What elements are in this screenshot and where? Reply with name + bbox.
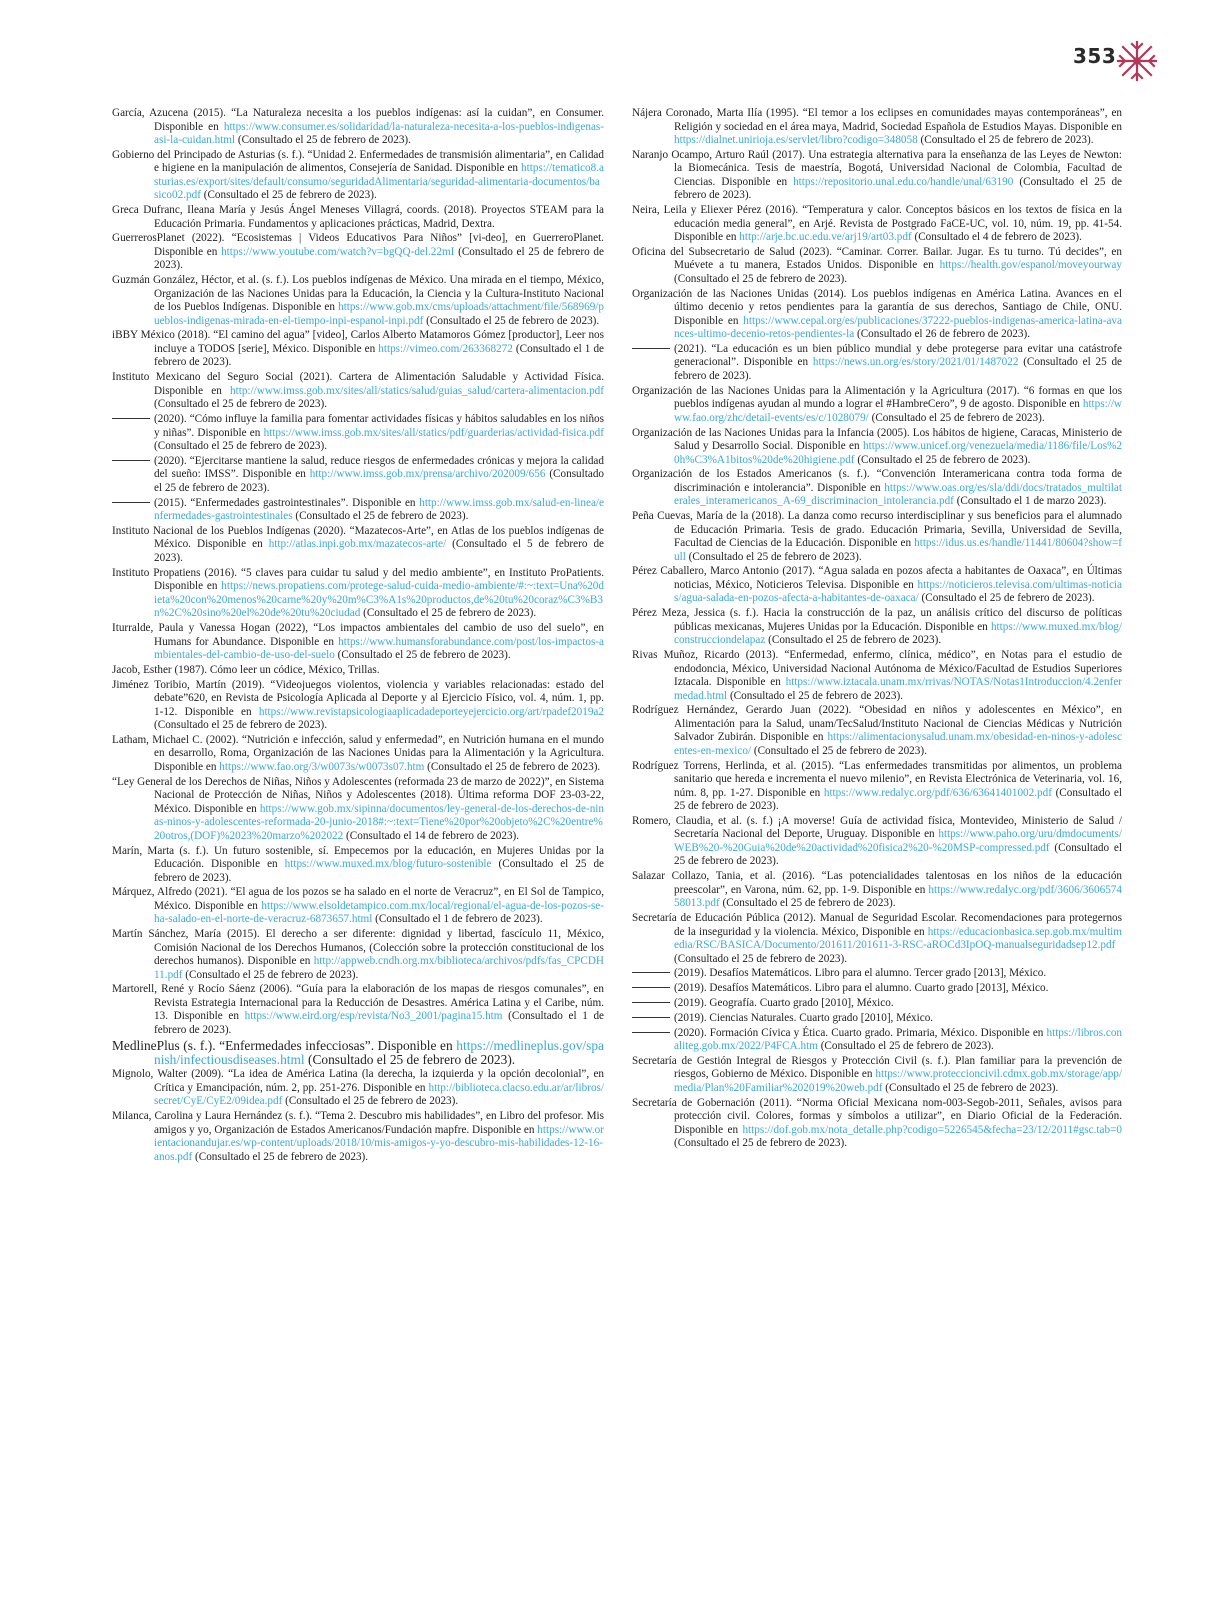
reference-link[interactable]: http://www.imss.gob.mx/sites/all/statics/salud/guias_salud/cartera-alimentacion.pdf xyxy=(230,384,604,397)
reference-link[interactable]: https://news.un.org/es/story/2021/01/1487022 xyxy=(812,356,1019,369)
reference-consulted-date: (Consultado el 25 de febrero de 2023). xyxy=(426,314,600,327)
repeat-author-dash xyxy=(112,418,150,419)
reference-entry xyxy=(632,1012,1122,1026)
reference-author: iBBY México (2018). xyxy=(112,329,211,342)
reference-entry xyxy=(632,912,1122,966)
reference-author: (2019). xyxy=(674,1011,707,1024)
reference-link[interactable]: https://www.cepal.org/es/publicaciones/37222-pueblos-indigenas-america-latina-avances-ultimo-decenio-retos-pendientes-la xyxy=(674,314,1122,341)
reference-author: Rodríguez Hernández, Gerardo Juan (2022). xyxy=(632,704,852,717)
reference-link[interactable]: https://www.proteccioncivil.cdmx.gob.mx/storage/app/media/Plan%20Familiar%202019%20web.pdf xyxy=(674,1068,1123,1094)
reference-link[interactable]: https://www.muxed.mx/blog/futuro-sostenible xyxy=(284,858,492,871)
reference-text: “Enfermedades infecciosas”. Disponible en xyxy=(219,1037,453,1053)
reference-entry xyxy=(632,982,1122,996)
reference-entry xyxy=(112,928,604,982)
reference-text: “La idea de América Latina (la derecha, la izquierda y la opción decolonial”, en Crítica y Emancipación, núm. 2, pp. 251-276. Disponible en xyxy=(154,1068,605,1094)
reference-entry xyxy=(112,149,604,203)
reference-consulted-date: (Consultado el 25 de febrero de 2023). xyxy=(154,719,328,732)
reference-text: “El camino del agua” [video], Carlos Alberto Matamoros Gómez [productor], Leer nos incluye a TODOS [serie], México. Disponible en xyxy=(154,329,605,355)
reference-link[interactable]: https://dialnet.unirioja.es/servlet/libro?codigo=348058 xyxy=(674,134,918,146)
reference-author: “Ley General de los Derechos de Niñas, Niños y Adolescentes (reformada 23 de marzo de 2022)”, xyxy=(112,775,553,788)
reference-author: (2015). xyxy=(154,496,187,509)
reference-text: Proyectos STEAM para la Educación Primaria. Fundamentos y aplicaciones prácticas, Madrid, Dextra. xyxy=(154,204,604,230)
reference-entry xyxy=(632,649,1122,703)
reference-text: Desafíos Matemáticos. Libro para el alumno. Tercer grado [2013], México. xyxy=(709,967,1047,980)
reference-link[interactable]: https://www.iztacala.unam.mx/rrivas/NOTAS/Notas1Introduccion/4.2enfermedad.html xyxy=(674,676,1123,702)
reference-link[interactable]: https://vimeo.com/263368272 xyxy=(378,342,513,355)
reference-entry xyxy=(112,1110,604,1164)
reference-text: “El temor a los eclipses en comunidades mayas contemporáneas”, en Religión y sociedad en el área maya, Madrid, Sociedad Española de Estudios Mayas. Disponible en xyxy=(674,107,1123,133)
reference-entry xyxy=(632,565,1122,606)
reference-entry xyxy=(112,1068,604,1109)
reference-entry xyxy=(112,525,604,566)
reference-author: Martorell, René y Rocío Sáenz (2006). xyxy=(112,983,293,996)
reference-author: Instituto Propatiens (2016). xyxy=(112,566,238,579)
reference-text: Una estrategia alternativa para la enseñanza de las Leyes de Newton: la Biomecánica. Tesis de maestría, Bogotá, Universidad Nacional de Colombia, Facultad de Ciencias. Disponible en xyxy=(674,148,1123,188)
reference-text: “6 formas en que los pueblos indígenas ayudan al mundo a lograr el #HambreCero”, 9 de agosto. Disponible en xyxy=(674,384,1123,411)
reference-link[interactable]: https://www.elsoldetampico.com.mx/local/regional/el-agua-de-los-pozos-se-ha-salado-en-el-norte-de-veracruz-6873657.html xyxy=(154,899,604,926)
reference-text: “La educación es un bien público mundial y debe protegerse para evitar una catástrofe generacional”. Disponible en xyxy=(674,342,1122,369)
reference-entry xyxy=(112,329,604,370)
reference-author: (2020). xyxy=(154,454,187,467)
reference-link[interactable]: https://medlineplus.gov/spanish/infectiousdiseases.html xyxy=(154,1037,604,1067)
reference-text: “Caminar. Correr. Bailar. Jugar. Es tu turno. Tú decides”, en Muévete a tu manera, Estados Unidos. Disponible en xyxy=(674,245,1122,272)
reference-entry xyxy=(632,1055,1122,1096)
reference-entry xyxy=(112,567,604,621)
reference-author: Rivas Muñoz, Ricardo (2013). xyxy=(632,649,779,662)
reference-author: Mignolo, Walter (2009). xyxy=(112,1068,224,1081)
reference-entry xyxy=(632,607,1122,648)
reference-author: Nájera Coronado, Marta Ilía (1995). xyxy=(632,107,799,119)
reference-consulted-date: (Consultado el 25 de febrero de 2023). xyxy=(195,1150,369,1163)
reference-text: “Unidad 2. Enfermedades de transmisión alimentaria”, en Calidad e higiene en la manipulación de alimentos, Consejería de Sanidad. Disponible en xyxy=(154,148,604,175)
reference-author: Iturralde, Paula y Vanessa Hogan (2022), xyxy=(112,622,309,635)
reference-consulted-date: (Consultado el 25 de febrero de 2023). xyxy=(857,453,1031,466)
reference-consulted-date: (Consultado el 25 de febrero de 2023). xyxy=(674,786,1122,813)
reference-text: “Cómo influye la familia para fomentar actividades físicas y hábitos saludables en los niños y niñas”. Disponible en xyxy=(154,413,605,439)
reference-author: Oficina del Subsecretario de Salud (2023). xyxy=(632,245,833,258)
reference-text: en Sistema Nacional de Protección de Niñas, Niños y Adolescentes (2018). Última reforma DOF 23-03-22, México. Disponible en xyxy=(154,775,604,815)
reference-link[interactable]: https://www.oas.org/es/sla/ddi/docs/tratados_multilaterales_interamericanos_A-69_discriminacion_intolerancia.pdf xyxy=(674,481,1122,508)
reference-consulted-date: (Consultado el 25 de febrero de 2023). xyxy=(154,245,604,272)
reference-link[interactable]: https://health.gov/espanol/moveyourway xyxy=(939,259,1122,272)
repeat-author-dash xyxy=(112,502,150,503)
reference-entry xyxy=(112,497,604,524)
reference-text: “Agua salada en pozos afecta a habitantes de Oaxaca”, en Últimas noticias, México, Noticieros Televisa. Disponible en xyxy=(674,565,1122,591)
reference-text: Geografía. Cuarto grado [2010], México. xyxy=(709,996,894,1009)
reference-author: Organización de las Naciones Unidas para la Infancia (2005). xyxy=(632,426,910,439)
reference-link[interactable]: https://libros.conaliteg.gob.mx/2022/P4FCA.htm xyxy=(674,1026,1123,1053)
reference-entry xyxy=(632,967,1122,981)
reference-entry xyxy=(112,371,604,412)
repeat-author-dash xyxy=(632,1002,670,1003)
reference-entry xyxy=(632,815,1122,869)
reference-author: Guzmán González, Héctor, et al. (s. f.). xyxy=(112,274,290,287)
reference-consulted-date: (Consultado el 25 de febrero de 2023). xyxy=(920,134,1094,146)
reference-entry xyxy=(632,870,1122,911)
repeat-author-dash xyxy=(632,987,670,988)
reference-text: “Guía para la elaboración de los mapas de riesgos comunales”, en Revista Estrategia Internacional para la Reducción de Desastres. América Latina y el Caribe, núm. 13. Disponible en xyxy=(154,983,604,1023)
reference-link[interactable]: http://www.imss.gob.mx/prensa/archivo/202009/656 xyxy=(309,468,546,481)
reference-entry xyxy=(112,232,604,273)
reference-consulted-date: (Consultado el 25 de febrero de 2023). xyxy=(674,356,1123,382)
reference-text: “Norma Oficial Mexicana nom-003-Segob-2011, Señales, avisos para protección civil. Colores, formas y símbolos a utilizar”, en Diario Oficial de la Federación. Disponible en xyxy=(674,1096,1123,1136)
reference-author: García, Azucena (2015). xyxy=(112,107,226,119)
repeat-author-dash xyxy=(112,460,150,461)
reference-consulted-date: (Consultado el 25 de febrero de 2023). xyxy=(674,841,1122,868)
reference-consulted-date: (Consultado el 25 de febrero de 2023). xyxy=(688,550,862,563)
reference-text: “Videojuegos violentos, violencia y variables relacionadas: estado del debate”620, en Revista de Psicología Aplicada al Deporte y al Ejercicio Físico, vol. 4, núm. 1, pp. 1-12. Disponible en xyxy=(154,678,604,718)
reference-link[interactable]: https://noticieros.televisa.com/ultimas-noticias/agua-salada-en-pozos-afecta-a-habitantes-de-oaxaca/ xyxy=(674,578,1122,605)
reference-link[interactable]: https://www.paho.org/uru/dmdocuments/WEB%20-%20Guia%20de%20actividad%20fisica2%20-%20MSP-compressed.pdf xyxy=(674,828,1123,854)
reference-link[interactable]: https://www.redalyc.org/pdf/3606/360657458013.pdf xyxy=(674,883,1122,910)
reference-consulted-date: (Consultado el 25 de febrero de 2023). xyxy=(337,649,511,662)
reference-author: Secretaría de Gobernación (2011). xyxy=(632,1096,792,1109)
reference-link[interactable]: https://www.gob.mx/cms/uploads/attachment/file/568969/pueblos-indigenas-mirada-en-el-tiempo-inpi-espanol-inpi.pdf xyxy=(154,301,604,327)
reference-entry xyxy=(112,845,604,886)
reference-entry xyxy=(632,149,1122,203)
reference-text: “5 claves para cuidar tu salud y del medio ambiente”, en Instituto ProPatients. Disponible en xyxy=(154,566,604,593)
reference-link[interactable]: https://www.orientacionandujar.es/wp-content/uploads/2018/10/mis-amigos-y-yo-descubro-mis-habilidades-12-16-anos.pdf xyxy=(154,1123,605,1163)
reference-text: Un futuro sostenible, sí. Empecemos por la educación, en Mujeres Unidas por la Educación. Disponible en xyxy=(154,844,604,871)
reference-link[interactable]: https://repositorio.unal.edu.co/handle/unal/63190 xyxy=(793,175,1014,188)
reference-author: Martín Sánchez, María (2015). xyxy=(112,928,260,941)
reference-link[interactable]: http://arje.bc.uc.edu.ve/arj19/art03.pdf xyxy=(739,231,912,244)
reference-link[interactable]: https://www.revistapsicologiaaplicadadeporteyejercicio.org/art/rpadef2019a2 xyxy=(258,705,604,718)
reference-author: Pérez Caballero, Marco Antonio (2017). xyxy=(632,565,815,578)
reference-author: Gobierno del Principado de Asturias (s. f.). xyxy=(112,148,305,161)
reference-text: ¡A moverse! Guía de actividad física, Montevideo, Ministerio de Salud / Secretaría Nacional del Deporte, Uruguay. Disponible en xyxy=(674,814,1122,841)
repeat-author-dash xyxy=(632,1017,670,1018)
reference-author: Instituto Mexicano del Seguro Social (2021). xyxy=(112,371,333,384)
reference-text: Hacia la construcción de la paz, un análisis crítico del discurso de políticas públicas mexicanas, Mujeres Unidas por la Educación. Disponible en xyxy=(674,607,1122,633)
reference-text: Los hábitos de higiene, Caracas, Ministerio de Salud y Desarrollo Social. Disponible en xyxy=(674,426,1123,453)
reference-link[interactable]: https://www.imss.gob.mx/sites/all/statics/pdf/guarderias/actividad-fisica.pdf xyxy=(263,426,604,439)
reference-author: Secretaría de Educación Pública (2012). xyxy=(632,912,816,925)
reference-author: GuerrerosPlanet (2022). xyxy=(112,232,225,245)
reference-text: El derecho a ser diferente: dignidad y libertad, fascículo 11, México, Comisión Nacional de los Derechos Humanos, (Colección sobre la protección constitucional de los derechos humanos). Disponible en xyxy=(154,928,604,968)
reference-text: Ciencias Naturales. Cuarto grado [2010], México. xyxy=(709,1011,934,1024)
reference-entry xyxy=(112,734,604,775)
reference-link[interactable]: https://www.eird.org/esp/revista/No3_2001/pagina15.htm xyxy=(244,1010,503,1023)
reference-text: Plan familiar para la prevención de riesgos, Gobierno de México. Disponible en xyxy=(674,1054,1123,1081)
repeat-author-dash xyxy=(632,1032,670,1033)
reference-link[interactable]: http://appweb.cndh.org.mx/biblioteca/archivos/pdfs/fas_CPCDH11.pdf xyxy=(154,955,605,981)
reference-text: Manual de Seguridad Escolar. Recomendaciones para protegernos de la inseguridad y la violencia. México, Disponible en xyxy=(674,912,1123,938)
repeat-author-dash xyxy=(632,348,670,349)
reference-entry xyxy=(632,427,1122,468)
reference-author: Jacob, Esther (1987). xyxy=(112,663,208,676)
reference-text: “Tema 2. Descubro mis habilidades”, en Libro del profesor. Mis amigos y yo, Organización de Estados Americanos/Fundación mapfre. Disponible en xyxy=(154,1110,604,1136)
reference-consulted-date: (Consultado el 25 de febrero de 2023). xyxy=(363,607,537,620)
reference-consulted-date: (Consultado el 4 de febrero de 2023). xyxy=(914,231,1082,244)
reference-entry xyxy=(632,997,1122,1011)
reference-link[interactable]: https://educacionbasica.sep.gob.mx/multimedia/RSC/BASICA/Documento/201611/201611-3-RSC-aROCd3IpOQ-manualseguridadsep12.pdf xyxy=(674,925,1122,952)
reference-consulted-date: (Consultado el 25 de febrero de 2023). xyxy=(921,592,1095,605)
reference-author: (2019). xyxy=(674,996,707,1009)
reference-entry xyxy=(632,385,1122,426)
reference-consulted-date: (Consultado el 25 de febrero de 2023). xyxy=(185,968,359,981)
reference-entry xyxy=(632,107,1122,148)
reference-text: La danza como recurso interdisciplinar y sus beneficios para el alumnado de Educación Primaria. Tesis de grado. Educación Primaria, Sevilla, Universidad de Sevilla, Facultad de Ciencias de la Educación. Disponible en xyxy=(674,510,1123,550)
reference-author: Pérez Meza, Jessica (s. f.). xyxy=(632,607,759,620)
reference-link[interactable]: https://tematico8.asturias.es/export/sites/default/consumo/seguridadAlimentaria/seguridad-alimentaria-documentos/basico02.pdf xyxy=(154,162,604,202)
reference-consulted-date: (Consultado el 14 de febrero de 2023). xyxy=(346,829,520,842)
reference-text: Cartera de Alimentación Saludable y Actividad Física. Disponible en xyxy=(154,371,604,397)
reference-consulted-date: (Consultado el 26 de febrero de 2023). xyxy=(856,328,1031,341)
reference-consulted-date: (Consultado el 25 de febrero de 2023). xyxy=(154,468,605,494)
reference-text: Los pueblos indígenas de México. Una mirada en el tiempo, México, Organización de las Naciones Unidas para la Educación, la Ciencia y la Cultura-Instituto Nacional de los Pueblos Indígenas. Disponible en xyxy=(154,274,604,314)
reference-author: Instituto Nacional de los Pueblos Indígenas (2020). xyxy=(112,524,347,537)
reference-author: Marín, Marta (s. f.). xyxy=(112,844,209,857)
reference-link[interactable]: https://www.humansforabundance.com/post/los-impactos-ambientales-del-cambio-de-uso-del-suelo xyxy=(154,635,604,662)
reference-author: Márquez, Alfredo (2021). xyxy=(112,886,228,899)
reference-author: Peña Cuevas, María de la (2018). xyxy=(632,510,785,523)
reference-text: Formación Cívica y Ética. Cuarto grado. Primaria, México. Disponible en xyxy=(709,1026,1044,1039)
reference-consulted-date: (Consultado el 25 de febrero de 2023). xyxy=(295,510,469,523)
reference-consulted-date: (Consultado el 25 de febrero de 2023). xyxy=(427,760,601,773)
reference-link[interactable]: https://www.muxed.mx/blog/construcciondelapaz xyxy=(674,620,1122,647)
reference-author: MedlinePlus (s. f.). xyxy=(112,1037,216,1053)
reference-entry xyxy=(632,704,1122,758)
reference-author: Organización de las Naciones Unidas para la Alimentación y la Agricultura (2017). xyxy=(632,384,1020,397)
reference-consulted-date: (Consultado el 25 de febrero de 2023). xyxy=(768,634,942,647)
reference-link[interactable]: https://www.youtube.com/watch?v=bgQQ-del.22mI xyxy=(221,245,455,258)
reference-entry xyxy=(632,510,1122,564)
decorative-star-icon xyxy=(1114,38,1160,84)
reference-text: Cómo leer un códice, México, Trillas. xyxy=(209,663,380,676)
reference-author: Jiménez Toribio, Martín (2019). xyxy=(112,678,265,691)
reference-entry xyxy=(632,288,1122,342)
reference-link[interactable]: https://dof.gob.mx/nota_detalle.php?codigo=5226545&fecha=23/12/2011#gsc.tab=0 xyxy=(742,1123,1122,1136)
reference-author: Neira, Leila y Eliexer Pérez (2016). xyxy=(632,204,799,217)
reference-link[interactable]: https://www.redalyc.org/pdf/636/63641401002.pdf xyxy=(823,786,1052,799)
reference-entry xyxy=(632,1027,1122,1054)
reference-author: Organización de las Naciones Unidas (2014). xyxy=(632,287,847,300)
reference-consulted-date: (Consultado el 1 de marzo 2023). xyxy=(956,495,1107,508)
reference-author: (2020). xyxy=(674,1026,707,1039)
reference-text: “Convención Interamericana contra toda forma de discriminación e intolerancia”. Disponible en xyxy=(674,468,1123,494)
reference-link[interactable]: http://atlas.inpi.gob.mx/mazatecos-arte/ xyxy=(268,538,447,551)
reference-author: (2021). xyxy=(674,342,707,355)
reference-entry xyxy=(112,107,604,148)
reference-text: “Las potencialidades talentosas en los niños de la educación preescolar”, en Varona, núm. 62, pp. 1-9. Disponible en xyxy=(674,870,1123,896)
reference-text: “Nutrición e infección, salud y enfermedad”, en Nutrición humana en el mundo en desarrollo, Roma, Organización de las Naciones Unidas para la Alimentación y la Agricultura. Disponible en xyxy=(154,733,604,773)
reference-link[interactable]: https://www.fao.org/3/w0073s/w0073s07.htm xyxy=(219,760,425,773)
reference-consulted-date: (Consultado el 25 de febrero de 2023). xyxy=(820,1040,994,1053)
reference-link[interactable]: https://news.propatiens.com/protege-salud-cuida-medio-ambiente/#:~:text=Una%20dieta%20con%20menos%20carne%20y%20m%C3%A1s%20productos,de%20tu%20coraz%C3%B3n%2C%20sino%20el%20de%20tu%20ciudad xyxy=(154,580,604,620)
reference-consulted-date: (Consultado el 25 de febrero de 2023). xyxy=(154,858,605,884)
reference-link[interactable]: http://www.imss.gob.mx/salud-en-linea/enfermedades-gastrointestinales xyxy=(154,496,605,523)
reference-consulted-date: (Consultado el 25 de febrero de 2023). xyxy=(285,1095,459,1108)
reference-text: “El agua de los pozos se ha salado en el norte de Veracruz”, en El Sol de Tampico, México. Disponible en xyxy=(154,886,605,912)
reference-text: “La Naturaleza necesita a los pueblos indígenas: así la cuidan”, en Consumer. Disponible en xyxy=(154,107,605,133)
reference-consulted-date: (Consultado el 25 de febrero de 2023). xyxy=(154,440,328,453)
reference-author: Greca Dufranc, Ileana María y Jesús Ángel Meneses Villagrá, coords. (2018). xyxy=(112,204,477,217)
reference-entry xyxy=(112,622,604,663)
reference-entry xyxy=(632,1097,1122,1151)
reference-link[interactable]: https://alimentacionysalud.unam.mx/obesidad-en-ninos-y-adolescentes-en-mexico/ xyxy=(674,731,1122,757)
reference-author: Salazar Collazo, Tania, et al. (2016). xyxy=(632,870,815,883)
reference-entry xyxy=(112,886,604,927)
reference-text: “Ecosistemas | Videos Educativos Para Niños” [vi-deo], en GuerreroPlanet. Disponible en xyxy=(154,232,604,258)
reference-entry xyxy=(112,983,604,1037)
reference-entry xyxy=(112,776,604,844)
reference-consulted-date: (Consultado el 1 de febrero de 2023). xyxy=(154,342,605,369)
reference-entry xyxy=(112,664,604,678)
reference-consulted-date: (Consultado el 25 de febrero de 2023). xyxy=(871,411,1045,424)
reference-link[interactable]: https://www.fao.org/zhc/detail-events/es/c/1028079/ xyxy=(674,398,1123,424)
reference-entry xyxy=(632,343,1122,384)
reference-author: Rodríguez Torrens, Herlinda, et al. (2015). xyxy=(632,759,835,772)
reference-consulted-date: (Consultado el 5 de febrero de 2023). xyxy=(154,538,605,564)
reference-author: Naranjo Ocampo, Arturo Raúl (2017). xyxy=(632,148,805,161)
reference-consulted-date: (Consultado el 25 de febrero de 2023). xyxy=(674,1137,848,1150)
reference-text: “Temperatura y calor. Conceptos básicos en los textos de física en la educación media general”, en Arjé. Revista de Postgrado FaCE-UC, vol. 10, núm. 19, pp. 41-54. Disponible en xyxy=(674,204,1123,244)
reference-consulted-date: (Consultado el 25 de febrero de 2023). xyxy=(154,398,328,411)
reference-author: Organización de los Estados Americanos (s. f.). xyxy=(632,468,870,481)
reference-author: (2020). xyxy=(154,413,187,426)
reference-entry xyxy=(632,204,1122,245)
reference-link[interactable]: https://www.unicef.org/venezuela/media/1186/file/Los%20h%C3%A1bitos%20de%20higiene.pdf xyxy=(674,440,1123,466)
reference-consulted-date: (Consultado el 25 de febrero de 2023). xyxy=(674,175,1123,202)
reference-text: “Ejercitarse mantiene la salud, reduce riesgos de enfermedades crónicas y mejora la calidad del sueño: IMSS”. Disponible en xyxy=(154,454,604,481)
reference-entry xyxy=(112,204,604,231)
reference-consulted-date: (Consultado el 25 de febrero de 2023). xyxy=(203,189,377,202)
reference-entry xyxy=(632,246,1122,287)
reference-consulted-date: (Consultado el 1 de febrero de 2023). xyxy=(375,913,543,926)
reference-entry xyxy=(112,1039,604,1067)
reference-link[interactable]: https://www.consumer.es/solidaridad/la-naturaleza-necesita-a-los-pueblos-indigenas-asi-la-cuidan.html xyxy=(154,120,604,146)
reference-author: Romero, Claudia, et al. (s. f.) xyxy=(632,814,773,827)
reference-text: “Enfermedad, enfermo, clínica, médico”, en Notas para el estudio de endodoncia, México, Universidad Nacional Autónoma de México/Facultad de Estudios Superiores Iztacala. Disponible en xyxy=(674,649,1123,689)
reference-author: (2019). xyxy=(674,967,707,980)
reference-consulted-date: (Consultado el 25 de febrero de 2023). xyxy=(674,952,848,965)
reference-consulted-date: (Consultado el 1 de febrero de 2023). xyxy=(154,1010,605,1036)
page-number: 353 xyxy=(1073,44,1117,68)
reference-consulted-date: (Consultado el 25 de febrero de 2023). xyxy=(674,272,848,285)
reference-entry xyxy=(112,274,604,328)
reference-consulted-date: (Consultado el 25 de febrero de 2023). xyxy=(308,1051,516,1067)
reference-link[interactable]: http://biblioteca.clacso.edu.ar/ar/libros/secret/CyE/CyE2/09idea.pdf xyxy=(154,1081,604,1108)
references-right-column xyxy=(632,107,1122,1152)
reference-author: (2019). xyxy=(674,982,707,995)
reference-entry xyxy=(112,413,604,454)
reference-entry xyxy=(112,679,604,733)
reference-consulted-date: (Consultado el 25 de febrero de 2023). xyxy=(237,134,411,146)
reference-entry xyxy=(632,760,1122,814)
reference-text: Los pueblos indígenas en América Latina. Avances en el último decenio y retos pendientes para la garantía de sus derechos, Santiago de Chile, ONU. Disponible en xyxy=(674,287,1122,327)
reference-author: Latham, Michael C. (2002). xyxy=(112,733,239,746)
reference-text: “Enfermedades gastrointestinales”. Disponible en xyxy=(190,496,416,509)
reference-entry xyxy=(632,468,1122,509)
reference-link[interactable]: https://www.gob.mx/sipinna/documentos/ley-general-de-los-derechos-de-ninas-ninos-y-adolescentes-reformada-20-junio-2018#:~:text=Tiene%20por%20objeto%2C%20entre%20otros,(DOF)%2023%20marzo%202022 xyxy=(154,802,604,842)
references-left-column xyxy=(112,107,604,1166)
reference-link[interactable]: https://idus.us.es/handle/11441/80604?show=full xyxy=(674,537,1123,563)
reference-text: “Las enfermedades transmitidas por alimentos, un problema sanitario que hereda e incrementa el nuevo milenio”, en Revista Electrónica de Veterinaria, vol. 16, núm. 8, pp. 1-27. Disponible en xyxy=(674,759,1122,799)
reference-author: Milanca, Carolina y Laura Hernández (s. f.). xyxy=(112,1110,313,1123)
reference-consulted-date: (Consultado el 25 de febrero de 2023). xyxy=(722,897,896,910)
reference-text: “Los impactos ambientales del cambio de uso del suelo”, en Humans for Abundance. Disponible en xyxy=(154,622,605,648)
reference-text: “Obesidad en niños y adolescentes en México”, en Alimentación para la Salud, unam/TecSalud/Instituto Nacional de Ciencias Médicas y Nutrición Salvador Zubirán. Disponible en xyxy=(674,704,1122,744)
reference-text: Desafíos Matemáticos. Libro para el alumno. Cuarto grado [2013], México. xyxy=(709,982,1049,995)
reference-entry xyxy=(112,455,604,496)
reference-author: Secretaría de Gestión Integral de Riesgos y Protección Civil (s. f.). xyxy=(632,1054,951,1067)
reference-consulted-date: (Consultado el 25 de febrero de 2023). xyxy=(753,744,927,757)
repeat-author-dash xyxy=(632,972,670,973)
reference-text: “Mazatecos-Arte”, en Atlas de los pueblos indígenas de México. Disponible en xyxy=(154,524,605,551)
reference-consulted-date: (Consultado el 25 de febrero de 2023). xyxy=(729,689,903,702)
reference-consulted-date: (Consultado el 25 de febrero de 2023). xyxy=(885,1081,1059,1094)
